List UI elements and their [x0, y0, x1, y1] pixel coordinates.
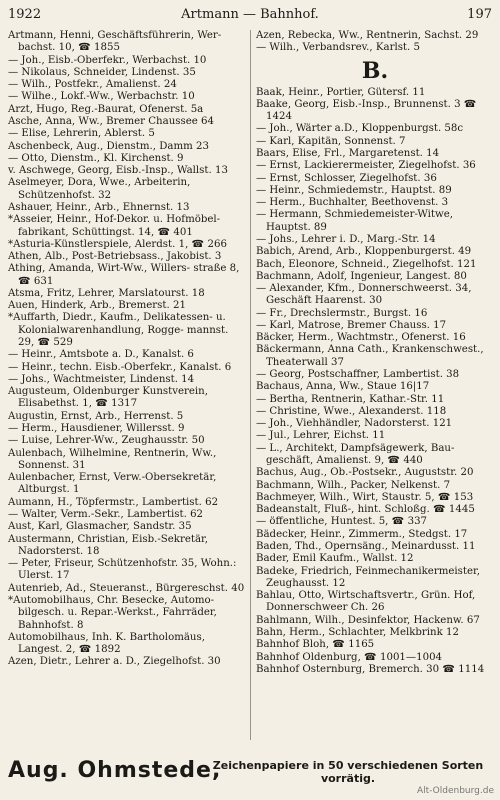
directory-entry: — Peter, Friseur, Schützenhofstr. 35, Wohn.: Ulerst. 17 — [8, 558, 237, 582]
directory-entry: — Johs., Lehrer i. D., Marg.-Str. 14 — [256, 233, 436, 245]
page-number: 197 — [467, 7, 492, 22]
directory-entry: Augustin, Ernst, Arb., Herrenst. 5 — [8, 410, 184, 422]
directory-entry: — Heinr., Schmiedemstr., Hauptst. 89 — [256, 184, 452, 196]
directory-entry: — Alexander, Kfm., Donnerschweerst. 34, Geschäft Haarenst. 30 — [256, 283, 472, 307]
right-column — [256, 30, 494, 676]
directory-entry: — öffentliche, Huntest. 5, ☎ 337 — [256, 516, 428, 528]
directory-entry: — Hermann, Schmiedemeister-Witwe, Hauptst. 89 — [256, 209, 453, 233]
directory-entry: Aumann, H., Töpfermstr., Lambertist. 62 — [8, 496, 219, 508]
directory-entry: Augusteum, Oldenburger Kunstverein, Elisabethst. 1, ☎ 1317 — [8, 386, 208, 410]
right-column-top — [256, 30, 494, 55]
directory-entry: — Ernst, Schlosser, Ziegelhofst. 36 — [256, 172, 437, 184]
directory-entry: Bachaus, Anna, Ww., Staue 16|17 — [256, 381, 430, 393]
directory-entry: — Jul., Lehrer, Eichst. 11 — [256, 430, 386, 442]
directory-entry: Atsma, Fritz, Lehrer, Marslatourst. 18 — [8, 287, 205, 299]
directory-entry: — Heinr., techn. Eisb.-Oberfekr., Kanalst. 6 — [8, 361, 232, 373]
directory-entry: Aselmeyer, Dora, Wwe., Arbeiterin, Schützenhofst. 32 — [8, 177, 191, 201]
directory-entry: Bach, Eleonore, Schneid., Ziegelhofst. 121 — [256, 258, 477, 270]
directory-entry: Babich, Arend, Arb., Kloppenburgerst. 49 — [256, 246, 472, 258]
directory-entry: — Johs., Wachtmeister, Lindenst. 14 — [8, 373, 195, 385]
column-divider — [250, 30, 251, 740]
directory-entry: Arzt, Hugo, Reg.-Baurat, Ofenerst. 5a — [8, 103, 204, 115]
directory-entry: Bahnhof Oldenburg, ☎ 1001—1004 — [256, 651, 443, 663]
directory-entry: — Joh., Eisb.-Oberfekr., Werbachst. 10 — [8, 54, 207, 66]
directory-entry: Badeanstalt, Fluß-, hint. Schloßg. ☎ 1445 — [256, 504, 475, 516]
directory-entry: Aschenbeck, Aug., Dienstm., Damm 23 — [8, 140, 209, 152]
directory-entry: Aulenbach, Wilhelmine, Rentnerin, Ww., Sonnenst. 31 — [8, 447, 217, 471]
directory-entry: Azen, Rebecka, Ww., Rentnerin, Sachst. 29 — [256, 30, 479, 41]
directory-entry: — Joh., Viehhändler, Nadorsterst. 121 — [256, 418, 453, 430]
right-column-main — [256, 87, 494, 677]
directory-entry: Aust, Karl, Glasmacher, Sandstr. 35 — [8, 521, 192, 533]
directory-entry: — Luise, Lehrer-Ww., Zeughausstr. 50 — [8, 435, 205, 447]
directory-entry: Ashauer, Heinr., Arb., Ehnernst. 13 — [8, 201, 190, 213]
directory-entry: Bachus, Aug., Ob.-Postsekr., Auguststr. 20 — [256, 467, 474, 479]
advert-line-1: Zeichenpapiere in 50 verschiedenen Sorten — [212, 759, 484, 772]
directory-entry: Bahn, Herm., Schlachter, Melkbrink 12 — [256, 626, 459, 638]
directory-entry: Bahlau, Otto, Wirtschaftsvertr., Grün. Hof, Donnerschweer Ch. 26 — [256, 590, 476, 614]
directory-entry: Azen, Dietr., Lehrer a. D., Ziegelhofst. 30 — [8, 656, 221, 668]
directory-entry: Athen, Alb., Post-Betriebsass., Jakobist. 3 — [8, 251, 222, 263]
directory-entry: — Wilh., Postfekr., Amalienst. 24 — [8, 79, 177, 91]
directory-entry: — Walter, Verm.-Sekr., Lambertist. 62 — [8, 508, 204, 520]
directory-entry: Bahnhof Bloh, ☎ 1165 — [256, 639, 375, 651]
directory-entry: — Wilhe., Lokf.-Ww., Werbachstr. 10 — [8, 91, 195, 103]
directory-entry: — Nikolaus, Schneider, Lindenst. 35 — [8, 66, 196, 78]
directory-entry: Bäcker, Herm., Wachtmstr., Ofenerst. 16 — [256, 332, 466, 344]
directory-entry: — Christine, Wwe., Alexanderst. 118 — [256, 405, 447, 417]
directory-entry: *Auffarth, Diedr., Kaufm., Delikatessen- u. Kolonialwarenhandlung, Rogge- mannst. 29, ☎ 529 — [8, 312, 229, 349]
directory-entry: Bädecker, Heinr., Zimmerm., Stedgst. 17 — [256, 528, 468, 540]
directory-entry: Bachmann, Adolf, Ingenieur, Langest. 80 — [256, 270, 467, 282]
directory-entry: — Karl, Matrose, Bremer Chauss. 17 — [256, 319, 447, 331]
left-column — [8, 30, 246, 669]
directory-entry: Bachmann, Wilh., Packer, Nelkenst. 7 — [256, 479, 451, 491]
directory-entry: Baars, Elise, Frl., Margaretenst. 14 — [256, 147, 440, 159]
section-letter: B. — [361, 57, 389, 84]
page-range: Artmann — Bahnhof. — [181, 7, 319, 22]
directory-entry: — Ernst, Lackierermeister, Ziegelhofst. 36 — [256, 160, 476, 172]
directory-entry: — Elise, Lehrerin, Ablerst. 5 — [8, 128, 155, 140]
directory-entry: — Fr., Drechslermstr., Burgst. 16 — [256, 307, 428, 319]
directory-entry: Bahlmann, Wilh., Desinfektor, Hackenw. 67 — [256, 614, 480, 626]
directory-entry: Athing, Amanda, Wirt-Ww., Willers- straße 8, ☎ 631 — [8, 263, 240, 287]
directory-entry: — Karl, Kapitän, Sonnenst. 7 — [256, 135, 406, 147]
directory-entry: — Joh., Wärter a.D., Kloppenburgst. 58c — [256, 123, 464, 135]
directory-entry: Bachmeyer, Wilh., Wirt, Staustr. 5, ☎ 153 — [256, 491, 474, 503]
directory-entry: v. Aschwege, Georg, Eisb.-Insp., Wallst. 13 — [8, 165, 228, 177]
directory-entry: — Otto, Dienstm., Kl. Kirchenst. 9 — [8, 152, 184, 164]
advert-brand: Aug. Ohmstede, — [8, 758, 222, 783]
directory-entry: Badeke, Friedrich, Feinmechanikermeister, Zeughausst. 12 — [256, 565, 480, 589]
directory-entry: Aulenbacher, Ernst, Verw.-Obersekretär, Altburgst. 1 — [8, 472, 217, 496]
directory-entry: — Bertha, Rentnerin, Kathar.-Str. 11 — [256, 393, 445, 405]
directory-entry: Bader, Emil Kaufm., Wallst. 12 — [256, 553, 414, 565]
page-header — [8, 6, 492, 24]
advert-text — [198, 759, 498, 785]
directory-entry: Asche, Anna, Ww., Bremer Chaussee 64 — [8, 115, 214, 127]
directory-entry: Autenrieb, Ad., Steueranst., Bürgereschst. 40 — [8, 582, 245, 594]
directory-entry: — Herm., Hausdiener, Willersst. 9 — [8, 423, 185, 434]
directory-entry: — Wilh., Verbandsrev., Karlst. 5 — [256, 42, 420, 54]
directory-entry: Bäckermann, Anna Cath., Krankenschwest., Theaterwall 37 — [256, 344, 484, 368]
watermark: Alt-Oldenburg.de — [416, 786, 494, 796]
directory-entry: Baden, Thd., Opernsäng., Meinardusst. 11 — [256, 540, 476, 552]
year: 1922 — [8, 7, 42, 22]
directory-entry: Austermann, Christian, Eisb.-Sekretär, Nadorsterst. 18 — [8, 533, 209, 557]
directory-entry: Auen, Hinderk, Arb., Bremerst. 21 — [8, 300, 186, 312]
directory-entry: *Automobilhaus, Chr. Besecke, Automo- bilgesch. u. Repar.-Werkst., Fahrräder, Bahnhofst. 8 — [8, 594, 217, 631]
advert-line-2: vorrätig. — [320, 772, 376, 785]
directory-entry: — L., Architekt, Dampfsägewerk, Bau- geschäft, Amalienst. 9, ☎ 440 — [256, 442, 455, 466]
directory-entry: Bahnhof Osternburg, Bremerch. 30 ☎ 1114 — [256, 663, 485, 675]
directory-entry: *Asturia-Künstlerspiele, Alerdst. 1, ☎ 266 — [8, 238, 227, 250]
directory-entry: Artmann, Henni, Geschäftsführerin, Wer- bachst. 10, ☎ 1855 — [8, 30, 222, 54]
directory-entry: — Herm., Buchhalter, Beethovenst. 3 — [256, 197, 449, 209]
directory-entry: *Asseier, Heinr., Hof-Dekor. u. Hofmöbel- fabrikant, Schüttingst. 14, ☎ 401 — [8, 214, 221, 238]
directory-entry: — Georg, Postschaffner, Lambertist. 38 — [256, 369, 460, 381]
directory-entry: Automobilhaus, Inh. K. Bartholomäus, Langest. 2, ☎ 1892 — [8, 631, 205, 656]
directory-entry: Baake, Georg, Eisb.-Insp., Brunnenst. 3 ☎ 1424 — [256, 98, 477, 123]
directory-entry: Baak, Heinr., Portier, Gütersf. 11 — [256, 86, 426, 98]
directory-entry: — Heinr., Amtsbote a. D., Kanalst. 6 — [8, 349, 194, 361]
